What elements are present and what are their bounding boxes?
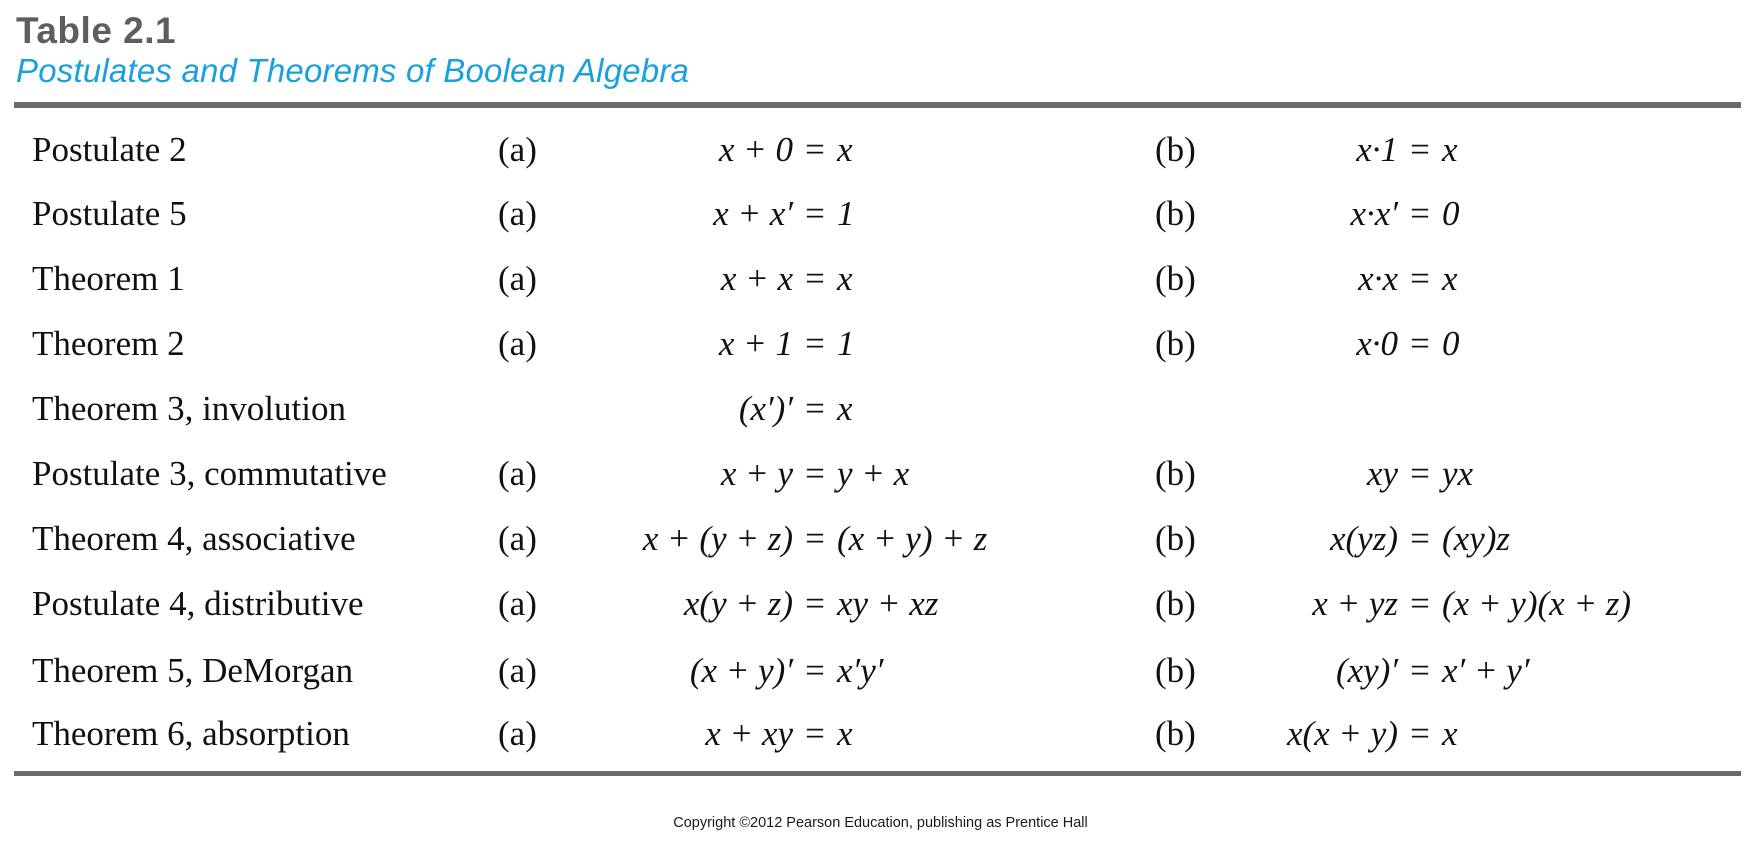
part-a-tag: (a) [498,651,537,690]
table-subtitle: Postulates and Theorems of Boolean Algebra [16,52,690,89]
part-a-tag: (a) [498,259,537,298]
part-a-rhs: 1 [837,324,855,363]
row-label: Theorem 3, involution [32,389,346,428]
equals-sign: = [1410,130,1430,169]
part-a-rhs: xy + xz [837,584,939,623]
equals-sign: = [805,519,825,558]
equals-sign: = [1410,651,1430,690]
table-row [0,444,1761,494]
part-a-lhs: x + y [720,454,793,493]
row-label: Theorem 5, DeMorgan [32,651,354,690]
part-a-tag: (a) [498,584,537,623]
part-b-lhs: x·0 [1356,324,1398,363]
part-b-lhs: x·x′ [1350,194,1398,233]
part-a-rhs: y + x [837,454,910,493]
part-b-tag: (b) [1155,584,1196,623]
part-b-rhs: 0 [1442,324,1460,363]
table-row [0,184,1761,234]
part-b-lhs: (xy)′ [1335,651,1398,690]
copyright-notice [0,815,1761,831]
part-a-tag: (a) [498,454,537,493]
part-b-tag: (b) [1155,130,1196,169]
table-title: Table 2.1 [16,10,177,51]
part-a-rhs: (x + y) + z [837,519,988,558]
part-b-tag: (b) [1155,519,1196,558]
table-row [0,641,1761,691]
equals-sign: = [1410,714,1430,753]
bottom-rule [14,771,1741,776]
part-a-rhs: x [837,714,853,753]
part-b-lhs: x(yz) [1329,519,1398,558]
equals-sign: = [805,259,825,298]
equals-sign: = [805,714,825,753]
equals-sign: = [1410,519,1430,558]
part-b-tag: (b) [1155,259,1196,298]
equals-sign: = [1410,454,1430,493]
part-b-lhs: x + yz [1312,584,1398,623]
table-row [0,704,1761,754]
part-b-rhs: 0 [1442,194,1460,233]
part-b-rhs: x [1442,714,1458,753]
equals-sign: = [1410,324,1430,363]
row-label: Postulate 2 [32,130,187,169]
part-a-rhs: 1 [837,194,855,233]
part-b-rhs: x [1442,259,1458,298]
part-b-rhs: (xy)z [1442,519,1511,558]
part-a-rhs: x [837,130,853,169]
equals-sign: = [805,454,825,493]
part-a-tag: (a) [498,519,537,558]
part-b-lhs: x·1 [1356,130,1398,169]
part-b-rhs: (x + y)(x + z) [1442,584,1632,623]
part-a-lhs: x + xy [705,714,793,753]
row-label: Theorem 6, absorption [32,714,350,753]
part-a-lhs: (x + y)′ [689,651,793,690]
equals-sign: = [805,651,825,690]
part-b-lhs: x(x + y) [1286,714,1398,753]
equals-sign: = [805,194,825,233]
part-a-rhs: x′y′ [837,651,884,690]
part-b-tag: (b) [1155,454,1196,493]
part-a-lhs: x(y + z) [683,584,793,623]
part-b-tag: (b) [1155,651,1196,690]
row-label: Theorem 2 [32,324,185,363]
row-label: Postulate 4, distributive [32,584,364,623]
part-b-tag: (b) [1155,194,1196,233]
row-label: Theorem 1 [32,259,185,298]
part-a-lhs: x + x′ [713,194,793,233]
part-b-lhs: x·x [1358,259,1398,298]
table-row [0,120,1761,170]
part-a-rhs: x [837,259,853,298]
part-a-lhs: x + 0 [718,130,793,169]
table-row [0,379,1761,429]
equals-sign: = [1410,194,1430,233]
part-a-tag: (a) [498,194,537,233]
equals-sign: = [805,324,825,363]
part-b-rhs: yx [1442,454,1474,493]
table-row [0,314,1761,364]
copyright-text: Copyright ©2012 Pearson Education, publishing as Prentice Hall [673,815,1088,831]
part-a-lhs: x + 1 [718,324,793,363]
row-label: Postulate 5 [32,194,187,233]
row-label: Theorem 4, associative [32,519,356,558]
involution-rhs: x [837,389,853,428]
table-row [0,509,1761,559]
part-b-tag: (b) [1155,714,1196,753]
equals-sign: = [1410,259,1430,298]
part-a-lhs: x + (y + z) [642,519,793,558]
equals-sign: = [1410,584,1430,623]
part-a-lhs: x + x [720,259,793,298]
table-row [0,574,1761,624]
part-a-tag: (a) [498,130,537,169]
equals-sign: = [805,130,825,169]
part-a-tag: (a) [498,324,537,363]
part-b-tag: (b) [1155,324,1196,363]
equals-sign: = [805,584,825,623]
part-b-rhs: x [1442,130,1458,169]
table-row [0,249,1761,299]
part-b-rhs: x′ + y′ [1442,651,1530,690]
row-label: Postulate 3, commutative [32,454,387,493]
part-b-lhs: xy [1366,454,1398,493]
top-rule [14,102,1741,108]
involution-lhs: (x′)′ [738,389,793,428]
part-a-tag: (a) [498,714,537,753]
equals-sign: = [805,389,825,428]
